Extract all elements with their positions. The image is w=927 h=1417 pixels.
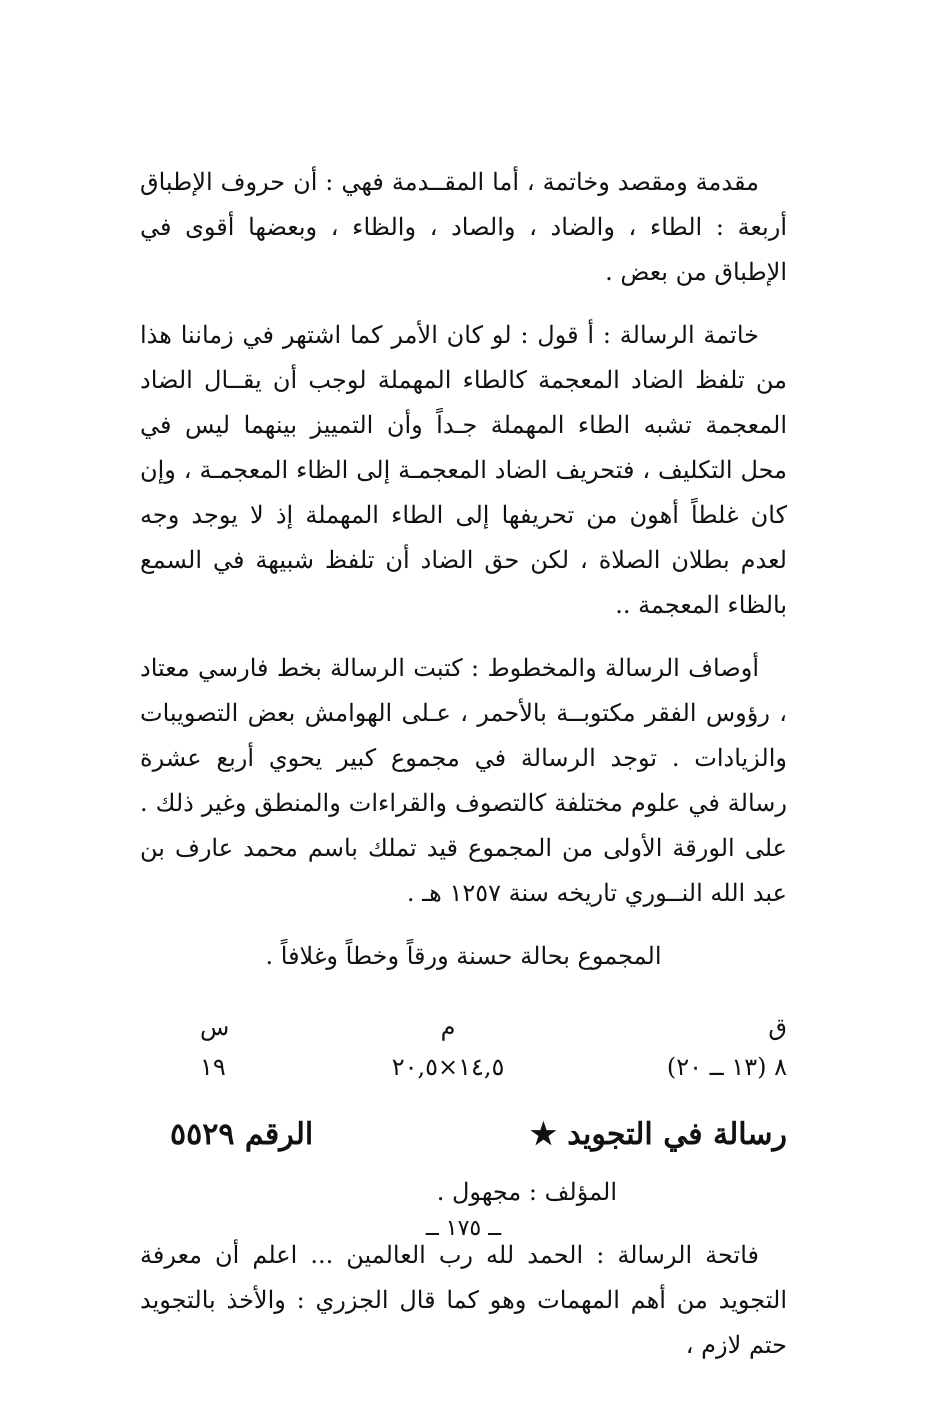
author-line: المؤلف : مجهول . [436,1178,617,1206]
dimensions-label: م [440,1013,456,1041]
description-paragraph: أوصاف الرسالة والمخطوط : كتبت الرسالة بخط فارسي معتاد ، رؤوس الفقر مكتوبــة بالأحمر ، عـلى الهوامش بعض التصويبات والزيادات . توجد الرسالة في مجموع كبير يحوي أربع عشرة رسالة في علوم مختلفة كالتصوف والقراءات والمنطق وغير ذلك . على الورقة الأولى من المجموع قيد تملك باسم محمد عارف بن عبد الله النــوري تاريخه سنة ١٢٥٧ هـ . [140,654,788,907]
folios-value: ٨ (١٣ ــ ٢٠) [666,1053,787,1081]
lines-column [140,1007,229,1087]
entry-number: الرقم ٥٥٢٩ [170,1117,314,1152]
dimensions-value: ١٤,٥×٢٠,٥ [391,1053,505,1081]
page-number: ــ ١٧٥ ــ [425,1216,502,1241]
entry-title: رسالة في التجويد ★ [529,1117,787,1152]
lines-label: س [200,1013,230,1041]
condition-line: المجموع بحالة حسنة ورقاً وخطاً وغلافاً . [265,942,662,970]
folios-column [667,1007,787,1087]
intro-paragraph: مقدمة ومقصد وخاتمة ، أما المقــدمة فهي : أن حروف الإطباق أربعة : الطاء ، والضاد ، والصاد ، والظاء ، وبعضها أقوى في الإطباق من بعض . [140,168,787,286]
manuscript-metadata [140,1007,787,1087]
folios-label: ق [768,1013,787,1041]
page-body [140,160,787,1368]
entry-heading [140,1117,787,1152]
lines-value: ١٩ [200,1053,226,1081]
opening-paragraph: فاتحة الرسالة : الحمد لله رب العالمين ... اعلم أن معرفة التجويد من أهم المهمات وهو كما قال الجزري : والأخذ بالتجويد حتم لازم ، [140,1241,787,1359]
ending-paragraph: خاتمة الرسالة : أ قول : لو كان الأمر كما اشتهر في زماننا هذا من تلفظ الضاد المعجمة كالطاء المهملة لوجب أن يقــال الضاد المعجمة تشبه الطاء المهملة جـداً وأن التمييز بينهما ليس في محل التكليف ، فتحريف الضاد المعجمـة إلى الظاء المعجمـة ، وإن كان غلطاً أهون من تحريفها إلى الطاء المهملة إذ لا يوجد وجه لعدم بطلان الصلاة ، لكن حق الضاد أن تلفظ شبيهة في السمع بالظاء المعجمة .. [140,321,788,619]
dimensions-column [392,1007,505,1087]
